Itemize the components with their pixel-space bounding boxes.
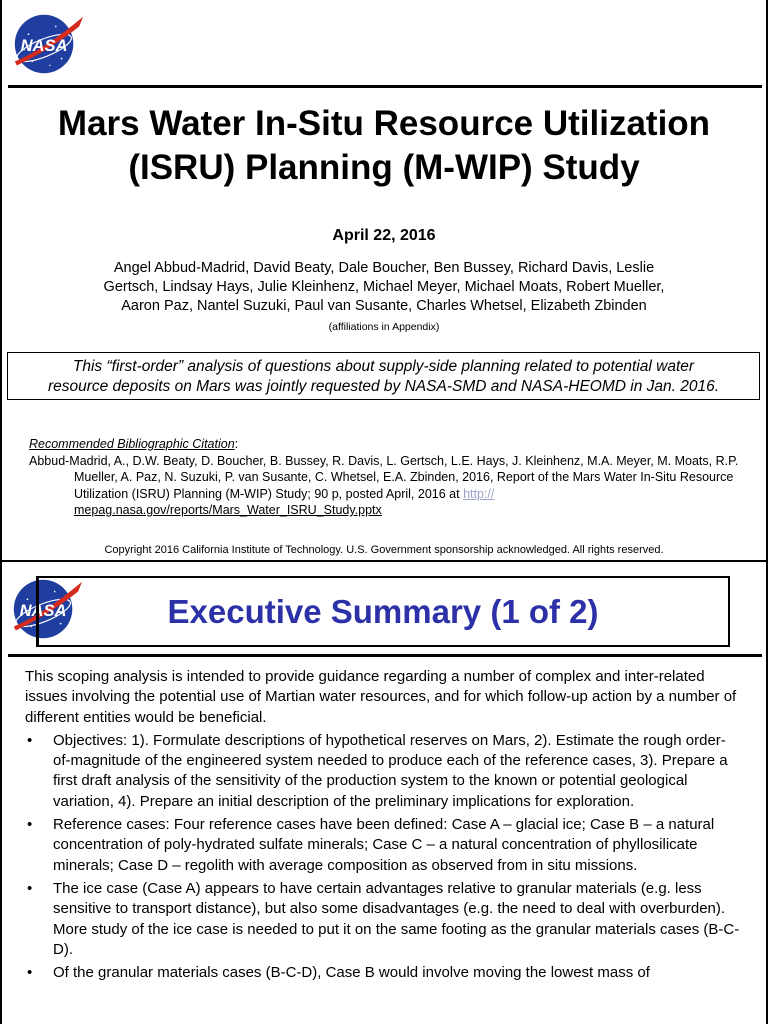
- authors-list: [60, 259, 708, 316]
- list-item: [25, 879, 742, 960]
- request-statement-line-1: This “first-order” analysis of questions about supply-side planning related to potential water: [72, 358, 695, 375]
- bullet-text: The ice case (Case A) appears to have certain advantages relative to granular materials (e.g. less sensitive to transport distance), but also some disadvantages (e.g. the need to deal with overburden). More study of the ice case is needed to put it on the same footing as the granular materials cases (B-C-D).: [53, 879, 740, 958]
- affiliations-note: (affiliations in Appendix): [328, 321, 440, 333]
- nasa-logo-text: NASA: [19, 600, 67, 620]
- summary-body: [25, 667, 742, 983]
- slide-title: Executive Summary (1 of 2): [167, 593, 599, 630]
- authors-line-3: Aaron Paz, Nantel Suzuki, Paul van Susante, Charles Whetsel, Elizabeth Zbinden: [121, 298, 647, 314]
- list-item: [25, 731, 742, 812]
- citation-link[interactable]: http://: [463, 486, 495, 501]
- bullet-icon: •: [27, 816, 33, 834]
- slide-border-left: [0, 562, 2, 1024]
- header-rule: [8, 654, 762, 657]
- bullet-text: Reference cases: Four reference cases have been defined: Case A – glacial ice; Case B – a natural concentration of poly-hydrated sulfate minerals; Case C – a natural concentration of phyllosilicate minerals; Case D – regolith with average composition as observed from in situ missions.: [53, 816, 715, 874]
- list-item: [25, 963, 742, 983]
- bullet-icon: •: [27, 879, 33, 897]
- nasa-logo: [7, 5, 85, 83]
- authors-line-2: Gertsch, Lindsay Hays, Julie Kleinhenz, Michael Meyer, Michael Moats, Robert Mueller,: [103, 279, 665, 295]
- page-title: [0, 102, 768, 190]
- authors-line-1: Angel Abbud-Madrid, David Beaty, Dale Boucher, Ben Bussey, Richard Davis, Leslie: [113, 260, 655, 276]
- list-item: [25, 815, 742, 876]
- summary-bullet-list: [25, 731, 742, 984]
- bullet-icon: •: [27, 731, 33, 749]
- citation-text: Abbud-Madrid, A., D.W. Beaty, D. Boucher, B. Bussey, R. Davis, L. Gertsch, L.E. Hays, J. Kleinhenz, M.A. Meyer, M. Moats, R.P. Mueller, A. Paz, N. Suzuki, P. van Susante, C. Whetsel, E.A. Zbinden, 2016, Report of the Mars Water In-Situ Resource Utilization (ISRU) Planning (M-WIP) Study; 90 p, posted April, 2016 at: [29, 453, 739, 501]
- title-line-2: (ISRU) Planning (M-WIP) Study: [128, 148, 640, 187]
- title-line-1: Mars Water In-Situ Resource Utilization: [57, 104, 711, 143]
- slide-border-left: [0, 0, 2, 560]
- citation-colon: :: [234, 437, 239, 451]
- header-rule: [8, 85, 762, 88]
- report-date: April 22, 2016: [332, 227, 436, 244]
- bullet-text: Objectives: 1). Formulate descriptions of hypothetical reserves on Mars, 2). Estimate the rough order-of-magnitude of the engineered system needed to produce each of the reference cases, 3). Prepare a first draft analysis of the sensitivity of the production system to the known or potential geological variation, 4). Prepare an initial description of the preliminary implications for exploration.: [53, 731, 728, 810]
- citation-body: [29, 453, 740, 519]
- citation-block: [29, 436, 740, 519]
- copyright-notice: Copyright 2016 California Institute of Technology. U.S. Government sponsorship acknowledged. All rights reserved.: [104, 544, 664, 556]
- citation-url-path[interactable]: mepag.nasa.gov/reports/Mars_Water_ISRU_Study.pptx: [74, 503, 382, 517]
- request-statement-box: [7, 352, 760, 400]
- request-statement-line-2: resource deposits on Mars was jointly requested by NASA-SMD and NASA-HEOMD in Jan. 2016.: [47, 378, 720, 395]
- citation-label: Recommended Bibliographic Citation: [29, 437, 235, 451]
- summary-intro: This scoping analysis is intended to provide guidance regarding a number of complex and inter-related issues involving the potential use of Martian water resources, and for which follow-up action by a number of different entities would be beneficial.: [25, 668, 737, 726]
- executive-summary-slide: [0, 562, 768, 1024]
- bullet-text: Of the granular materials cases (B-C-D), Case B would involve moving the lowest mass of: [53, 964, 650, 982]
- nasa-logo-text: NASA: [20, 35, 68, 55]
- bullet-icon: •: [27, 964, 33, 982]
